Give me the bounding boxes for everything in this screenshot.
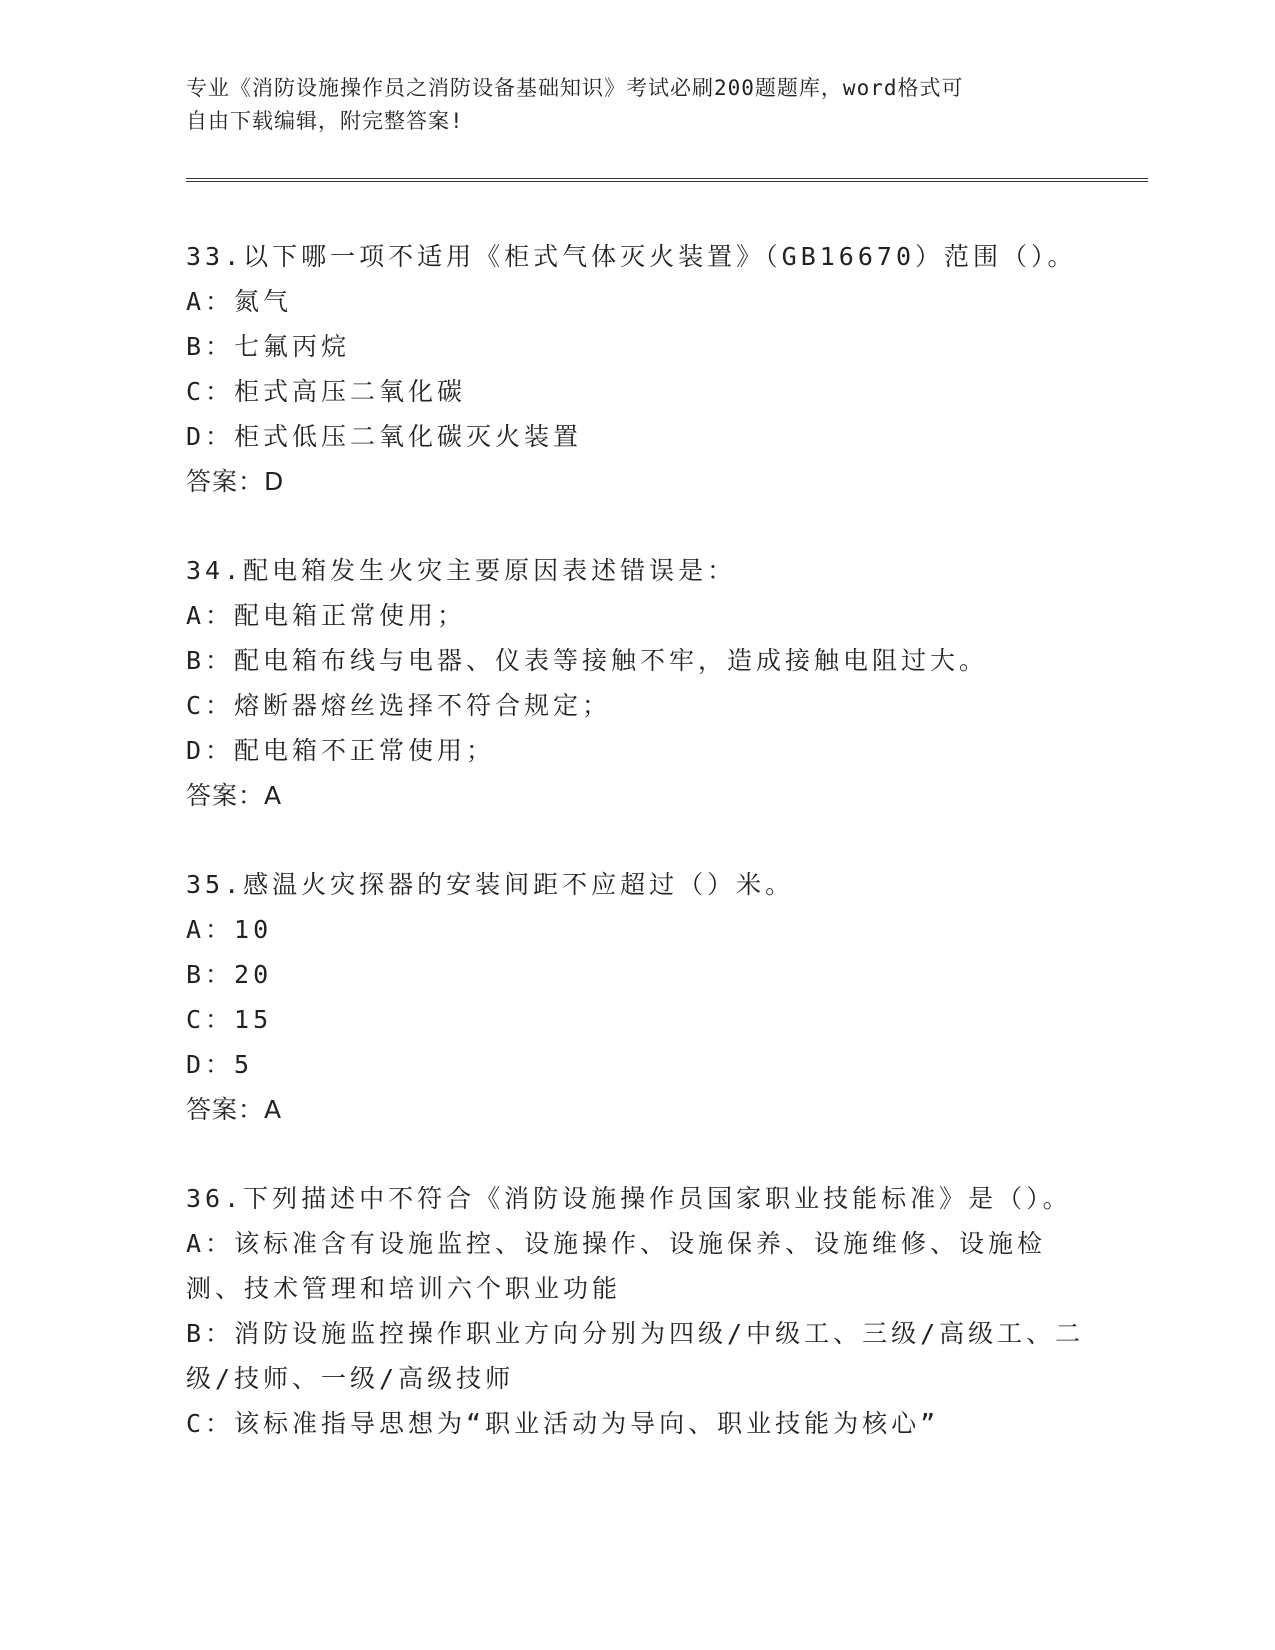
option-c: C：熔断器熔丝选择不符合规定； bbox=[186, 691, 612, 720]
question-stem: 36.下列描述中不符合《消防设施操作员国家职业技能标准》是（）。 bbox=[186, 1184, 1072, 1213]
option-c: C：该标准指导思想为“职业活动为导向、职业技能为核心” bbox=[186, 1409, 940, 1438]
question-stem: 33.以下哪一项不适用《柜式气体灭火装置》（GB16670）范围（）。 bbox=[186, 242, 1077, 271]
question-33 bbox=[186, 234, 1086, 504]
option-a: A：该标准含有设施监控、设施操作、设施保养、设施维修、设施检测、技术管理和培训六个职业功能 bbox=[186, 1229, 1047, 1303]
option-a: A：配电箱正常使用； bbox=[186, 601, 467, 630]
option-d: D：柜式低压二氧化碳灭火装置 bbox=[186, 422, 583, 451]
question-stem: 35.感温火灾探器的安装间距不应超过（）米。 bbox=[186, 870, 795, 899]
option-b: B：七氟丙烷 bbox=[186, 332, 351, 361]
question-34 bbox=[186, 548, 1086, 818]
header-divider bbox=[186, 178, 1148, 182]
option-b: B：消防设施监控操作职业方向分别为四级/中级工、三级/高级工、二级/技师、一级/高级技师 bbox=[186, 1319, 1085, 1393]
document-header bbox=[186, 72, 1066, 138]
option-a: A：氮气 bbox=[186, 287, 293, 316]
header-line-2: 自由下载编辑，附完整答案! bbox=[186, 109, 464, 133]
answer-key: 答案：A bbox=[186, 781, 283, 810]
option-d: D：5 bbox=[186, 1050, 254, 1079]
option-b: B：20 bbox=[186, 960, 273, 989]
question-stem: 34.配电箱发生火灾主要原因表述错误是： bbox=[186, 556, 737, 585]
option-b: B：配电箱布线与电器、仪表等接触不牢，造成接触电阻过大。 bbox=[186, 646, 989, 675]
answer-key: 答案：D bbox=[186, 467, 285, 496]
header-line-1: 专业《消防设施操作员之消防设备基础知识》考试必刷200题题库，word格式可 bbox=[186, 76, 964, 100]
option-c: C：15 bbox=[186, 1005, 273, 1034]
question-36 bbox=[186, 1176, 1086, 1446]
question-35 bbox=[186, 862, 1086, 1132]
option-a: A：10 bbox=[186, 915, 273, 944]
option-c: C：柜式高压二氧化碳 bbox=[186, 377, 467, 406]
question-list bbox=[186, 234, 1086, 1490]
option-d: D：配电箱不正常使用； bbox=[186, 736, 496, 765]
answer-key: 答案：A bbox=[186, 1095, 283, 1124]
